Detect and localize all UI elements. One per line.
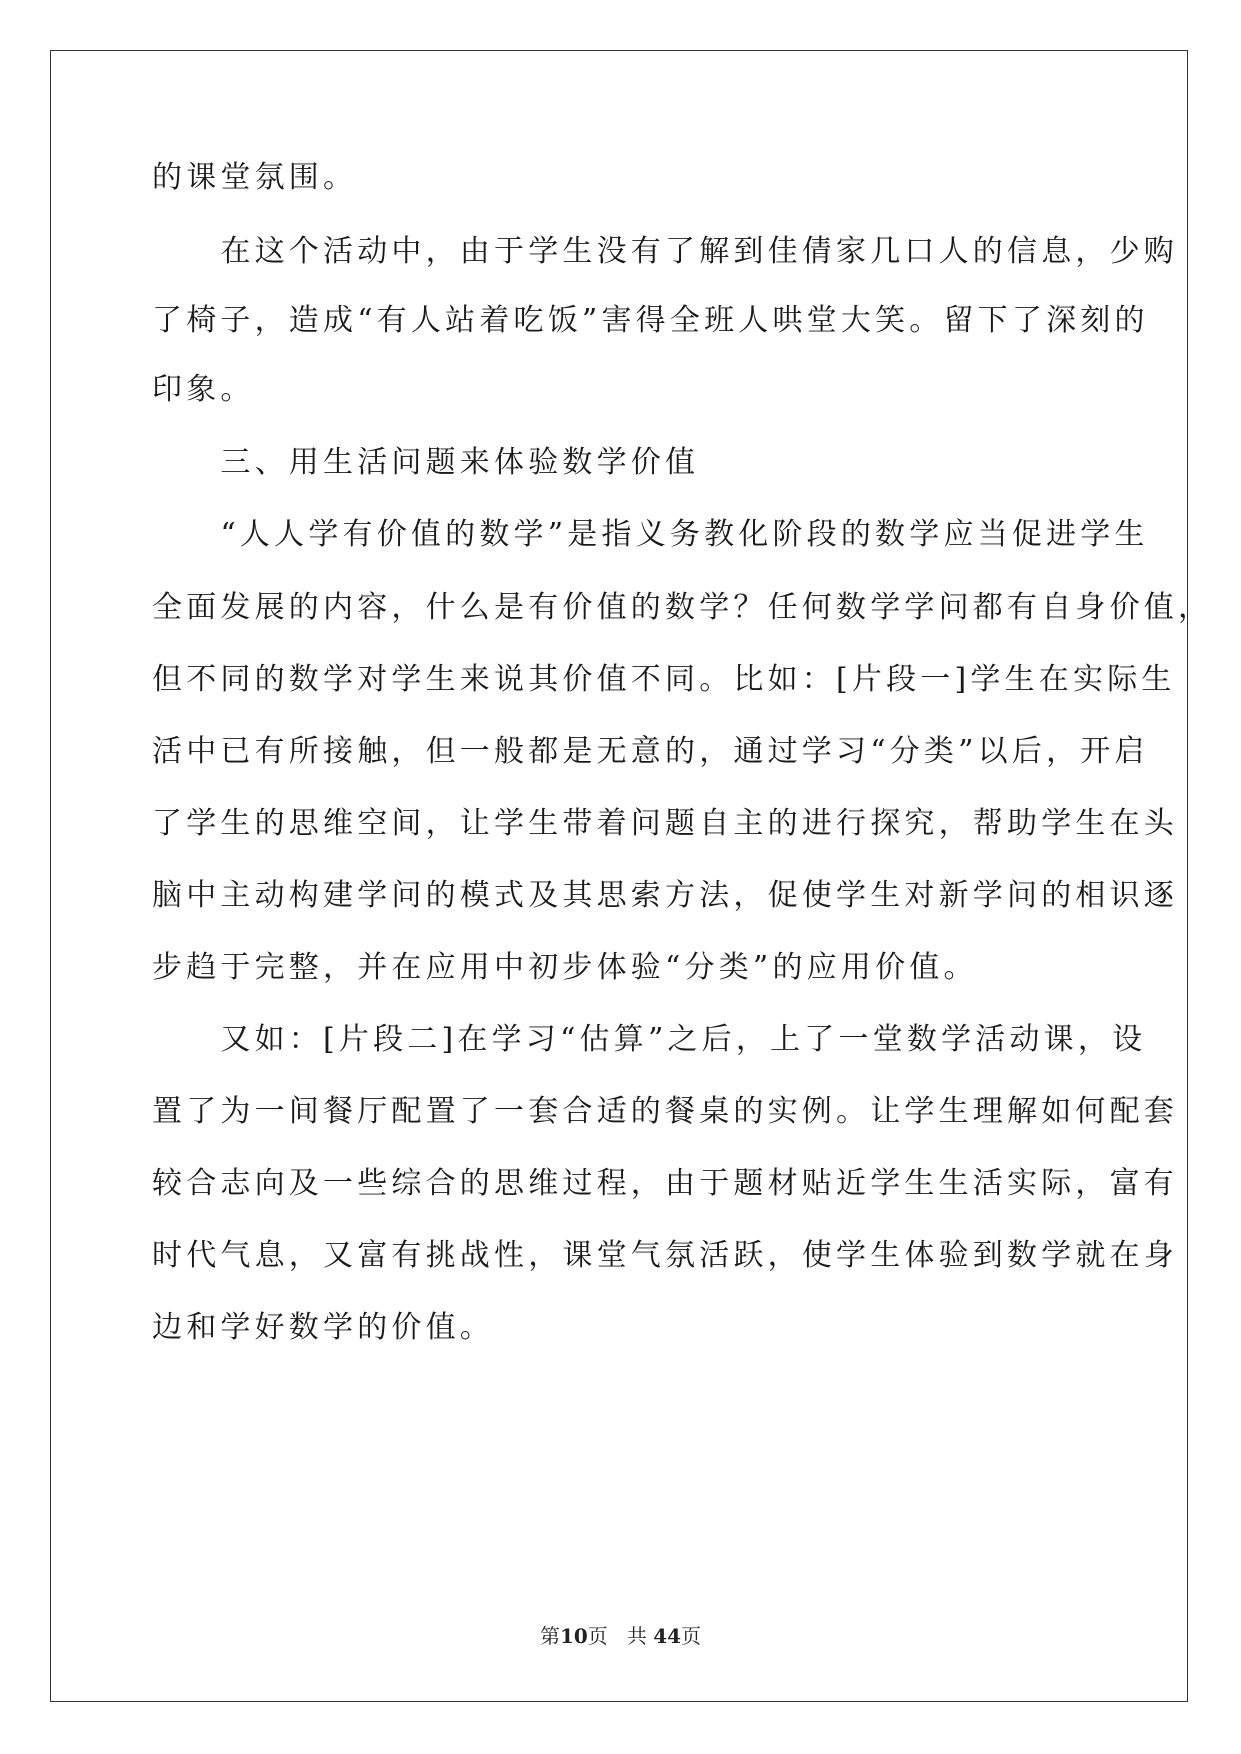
text-line-11: 脑中主动构建学问的模式及其思索方法，促使学生对新学问的相识逐 bbox=[152, 878, 1178, 913]
text-line-10: 了学生的思维空间，让学生带着问题自主的进行探究，帮助学生在头 bbox=[152, 806, 1178, 841]
text-line-7: 全面发展的内容，什么是有价值的数学？任何数学学问都有自身价值， bbox=[152, 590, 1213, 625]
text-line-13: 又如：[片段二]在学习“估算”之后，上了一堂数学活动课，设 bbox=[152, 1022, 1147, 1057]
text-line-17: 边和学好数学的价值。 bbox=[152, 1310, 494, 1345]
text-line-15: 较合志向及一些综合的思维过程，由于题材贴近学生生活实际，富有 bbox=[152, 1166, 1178, 1201]
text-line-9: 活中已有所接触，但一般都是无意的，通过学习“分类”以后，开启 bbox=[152, 734, 1149, 769]
current-page-number: 10 bbox=[559, 1624, 588, 1648]
text-line-6: “人人学有价值的数学”是指义务教化阶段的数学应当促进学生 bbox=[152, 517, 1149, 552]
footer-prefix: 第 bbox=[539, 1624, 560, 1648]
total-page-count: 44 bbox=[653, 1624, 682, 1648]
section-heading: 三、用生活问题来体验数学价值 bbox=[152, 445, 700, 480]
page-footer bbox=[0, 1622, 1241, 1650]
text-line-12: 步趋于完整，并在应用中初步体验“分类”的应用价值。 bbox=[152, 950, 978, 985]
text-line-8: 但不同的数学对学生来说其价值不同。比如：[片段一]学生在实际生 bbox=[152, 662, 1176, 697]
footer-total-suffix: 页 bbox=[681, 1624, 702, 1648]
footer-page-suffix: 页 bbox=[587, 1624, 608, 1648]
text-line-1: 的课堂氛围。 bbox=[152, 160, 358, 195]
text-line-3: 了椅子，造成“有人站着吃饭”害得全班人哄堂大笑。留下了深刻的 bbox=[152, 303, 1149, 338]
text-line-14: 置了为一间餐厅配置了一套合适的餐桌的实例。让学生理解如何配套 bbox=[152, 1094, 1178, 1129]
footer-total-prefix: 共 bbox=[626, 1624, 647, 1648]
text-line-2: 在这个活动中，由于学生没有了解到佳倩家几口人的信息，少购 bbox=[152, 234, 1178, 269]
text-line-16: 时代气息，又富有挑战性，课堂气氛活跃，使学生体验到数学就在身 bbox=[152, 1238, 1178, 1273]
text-line-4: 印象。 bbox=[152, 372, 255, 407]
